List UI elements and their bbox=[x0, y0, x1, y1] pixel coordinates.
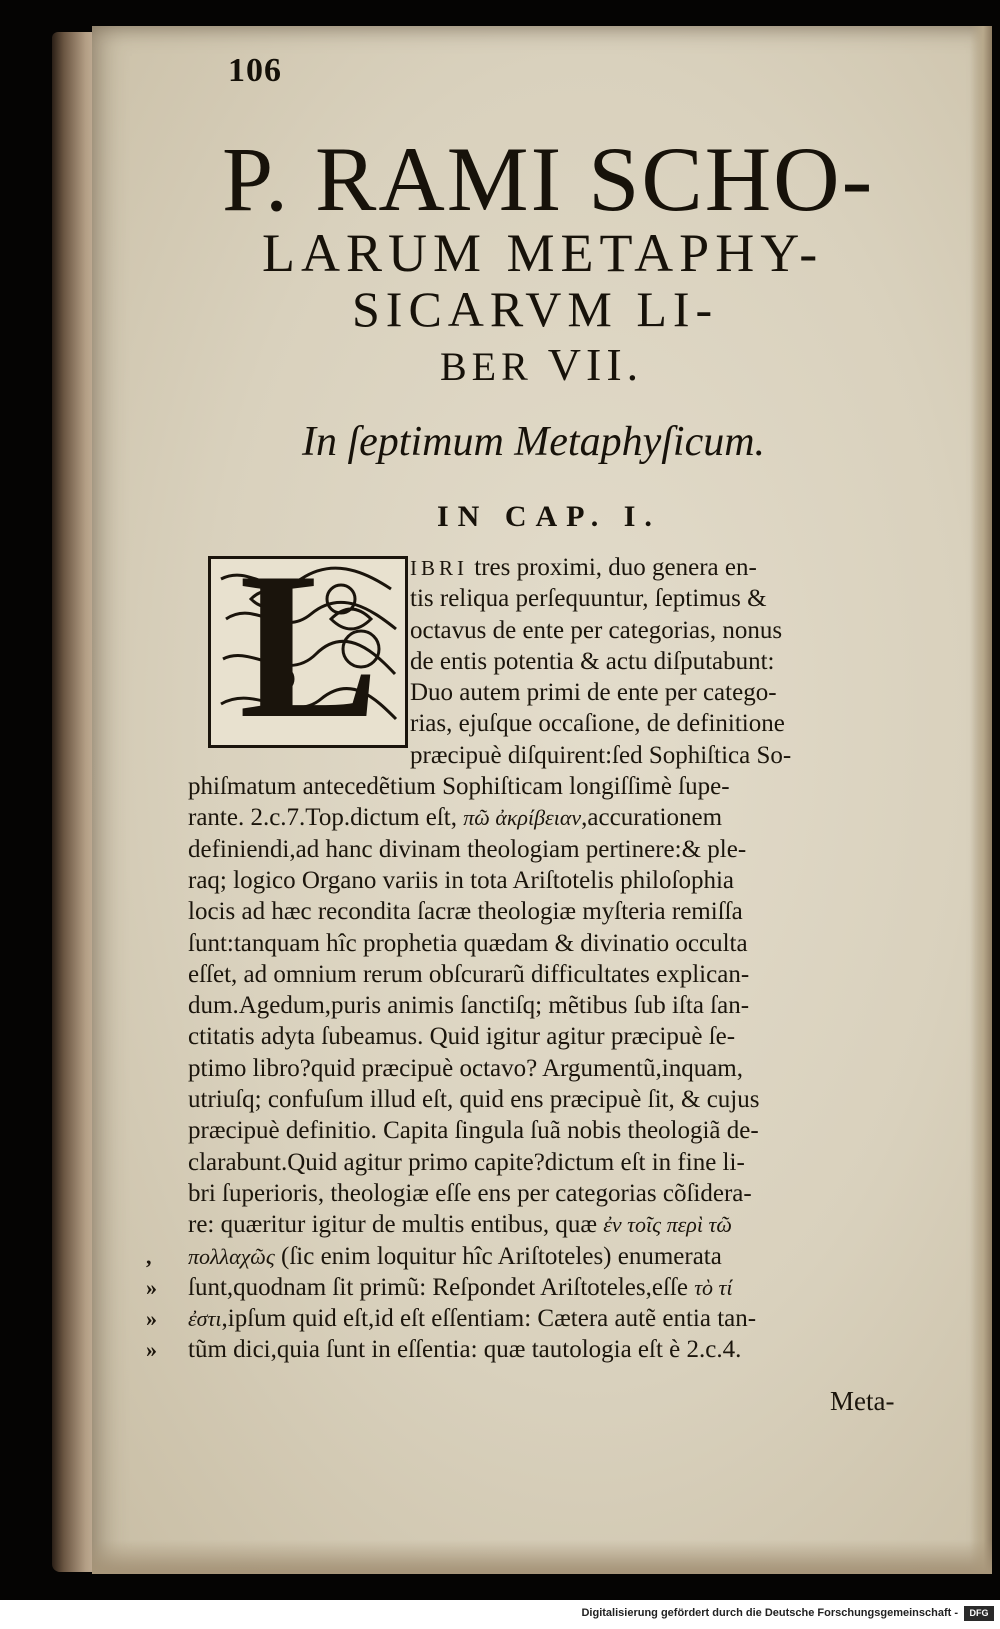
text-line: ctitatis adyta ſubeamus. Quid igitur agitur præcipuè ſe- bbox=[188, 1023, 736, 1051]
text-line: tũm dici,quia ſunt in eſſentia: quæ tautologia eſt è 2.c.4. bbox=[188, 1336, 742, 1364]
greek-text: πολλαχῶς bbox=[188, 1243, 275, 1269]
text-run: rante. 2.c.7.Top.dictum eſt, bbox=[188, 804, 464, 832]
footer-credit: Digitalisierung gefördert durch die Deutsche Forschungsgemeinschaft - bbox=[581, 1607, 958, 1619]
text-line bbox=[188, 1209, 918, 1240]
text-run: (ſic enim loquitur hîc Ariſtoteles) enumerata bbox=[281, 1242, 722, 1270]
greek-text: πῶ ἀκρίβειαν bbox=[463, 805, 582, 831]
title-line-4 bbox=[440, 338, 643, 391]
title-line-4-numeral: VII. bbox=[547, 339, 644, 390]
dfg-logo-icon: DFG bbox=[964, 1606, 994, 1621]
text-line: de entis potentia & actu diſputabunt: bbox=[410, 647, 775, 675]
text-line: utriuſq; confuſum illud eſt, quid ens præcipuè ſit, & cujus bbox=[188, 1086, 760, 1114]
text-line: octavus de ente per categorias, nonus bbox=[410, 616, 783, 644]
initial-letter: L bbox=[239, 530, 380, 762]
title-line-3: SICARVM LI- bbox=[352, 281, 719, 337]
text-line: ſunt:tanquam hîc prophetia quædam & divinatio occulta bbox=[188, 929, 748, 957]
text-line: phiſmatum antecedẽtium Sophiſticam longiſſimè ſupe- bbox=[188, 773, 730, 801]
text-line bbox=[188, 1303, 918, 1334]
text-run: ,ipſum quid eſt,id eſt eſſentiam: Cætera autẽ entia tan- bbox=[221, 1305, 757, 1333]
page-right-edge bbox=[970, 26, 992, 1574]
text-line: clarabunt.Quid agitur primo capite?dictum eſt in fine li- bbox=[188, 1148, 745, 1176]
catchword: Meta- bbox=[830, 1386, 895, 1416]
text-smallcaps: IBRI bbox=[410, 556, 468, 580]
footer-bar bbox=[0, 1600, 1000, 1629]
page-bottom-edge bbox=[92, 1540, 992, 1574]
margin-quote-marker: » bbox=[146, 1306, 157, 1331]
text-line: præcipuè definitio. Capita ſingula ſuã nobis theologiã de- bbox=[188, 1117, 759, 1145]
text-run: tres proximi, duo genera en- bbox=[468, 554, 757, 581]
text-line bbox=[188, 1241, 918, 1272]
text-run: re: quæritur igitur de multis entibus, quæ bbox=[188, 1211, 604, 1239]
greek-text: ἐστι bbox=[188, 1306, 222, 1332]
text-run: ,accurationem bbox=[581, 804, 723, 832]
body-text bbox=[188, 552, 918, 1366]
text-run: ſunt,quodnam ſit primũ: Reſpondet Ariſtoteles,eſſe bbox=[188, 1273, 695, 1301]
text-line: ptimo libro?quid præcipuè octavo? Argumentũ,inquam, bbox=[188, 1054, 743, 1082]
margin-quote-marker: , bbox=[146, 1244, 152, 1269]
title-line-1: P. RAMI SCHO- bbox=[222, 128, 875, 230]
greek-text: ἐν τοῖς περὶ τῶ bbox=[603, 1212, 732, 1238]
text-line bbox=[188, 552, 918, 583]
page-number: 106 bbox=[228, 52, 282, 89]
chapter-heading: IN CAP. I. bbox=[437, 500, 661, 533]
text-line bbox=[188, 1272, 918, 1303]
margin-quote-marker: » bbox=[146, 1337, 157, 1362]
text-line: tis reliqua perſequuntur, ſeptimus & bbox=[410, 585, 767, 613]
title-line-2: LARUM METAPHY- bbox=[262, 223, 824, 283]
text-line: dum.Agedum,puris animis ſanctiſq; mẽtibus ſub iſta ſan- bbox=[188, 992, 750, 1020]
section-subtitle: In ſeptimum Metaphyſicum. bbox=[302, 419, 766, 465]
text-line: raq; logico Organo variis in tota Ariſtotelis philoſophia bbox=[188, 866, 734, 894]
text-line: bri ſuperioris, theologiæ eſſe ens per categorias cõſidera- bbox=[188, 1179, 752, 1207]
title-line-4-small: BER bbox=[440, 344, 533, 389]
text-line bbox=[188, 802, 918, 833]
text-line: Duo autem primi de ente per catego- bbox=[410, 679, 777, 707]
greek-text: τὸ τί bbox=[694, 1274, 733, 1300]
margin-quote-marker: » bbox=[146, 1275, 157, 1300]
text-line: locis ad hæc recondita ſacræ theologiæ myſteria remiſſa bbox=[188, 898, 743, 926]
text-line: rias, ejuſque occaſione, de definitione bbox=[410, 710, 785, 738]
text-line: definiendi,ad hanc divinam theologiam pertinere:& ple- bbox=[188, 835, 747, 863]
text-line: eſſet, ad omnium rerum obſcurarũ difficultates explican- bbox=[188, 960, 750, 988]
text-line: præcipuè diſquirent:ſed Sophiſtica So- bbox=[410, 741, 792, 769]
